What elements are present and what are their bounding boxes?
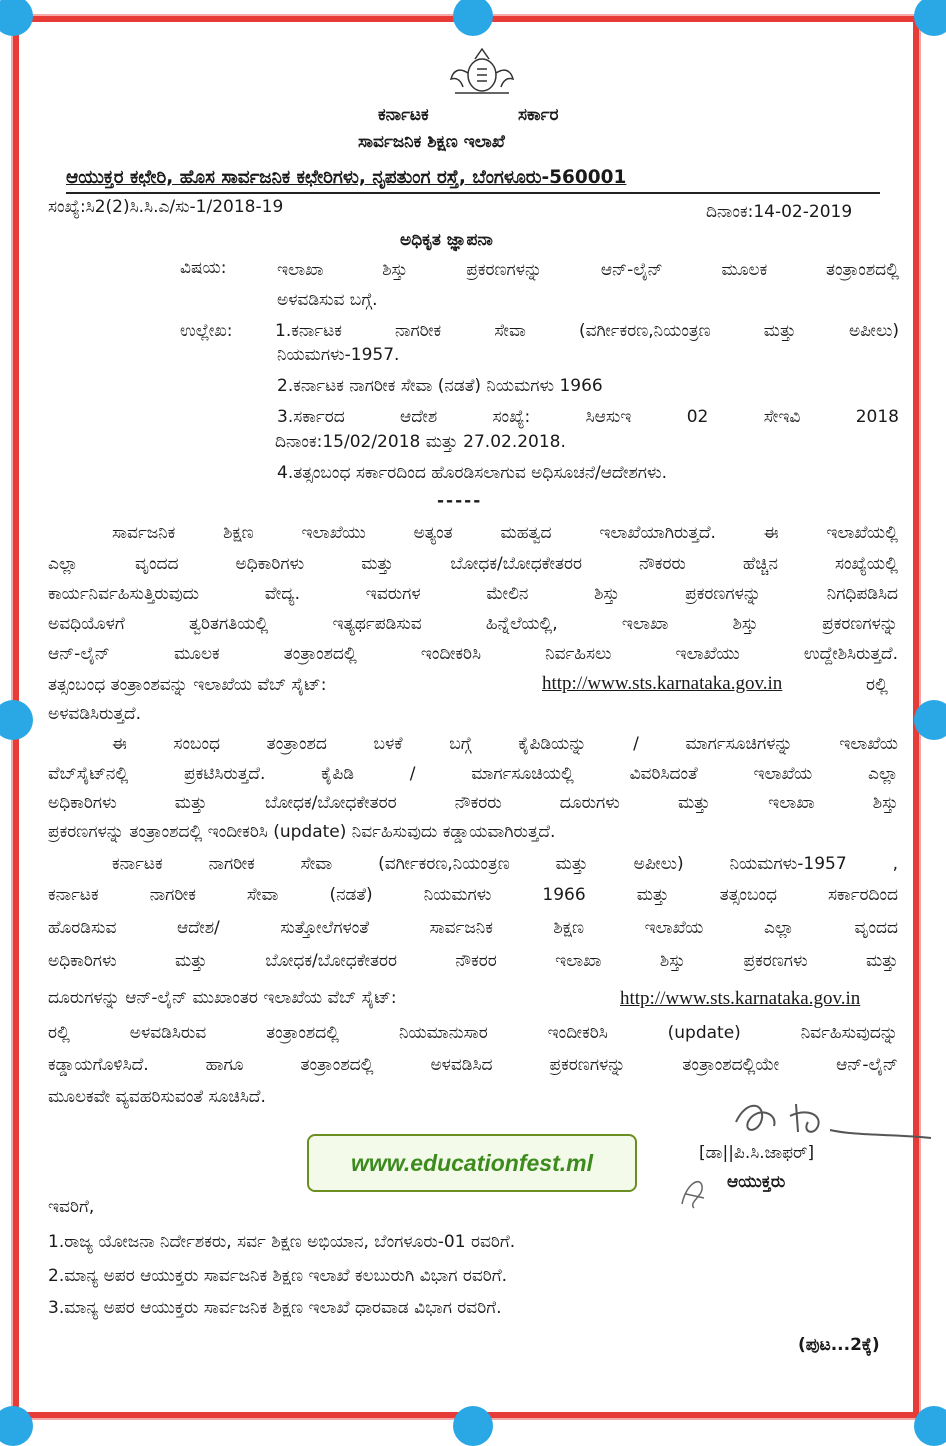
references-label: ಉಲ್ಲೇಖ: [180, 321, 233, 341]
subject-label: ವಿಷಯ: [180, 258, 227, 278]
sts-website-link-1[interactable]: http://www.sts.karnataka.gov.in [542, 673, 783, 694]
recipient-item-3: 3.ಮಾನ್ಯ ಅಪರ ಆಯುಕ್ತರು ಸಾರ್ವಜನಿಕ ಶಿಕ್ಷಣ ಇಲಾಖೆ ಧಾರವಾಡ ವಿಭಾಗ ರವರಿಗೆ. [48, 1298, 502, 1318]
recipient-item-2: 2.ಮಾನ್ಯ ಅಪರ ಆಯುಕ್ತರು ಸಾರ್ವಜನಿಕ ಶಿಕ್ಷಣ ಇಲಾಖೆ ಕಲಬುರುಗಿ ವಿಭಾಗ ರವರಿಗೆ. [48, 1266, 508, 1286]
reference-3-line-2: ದಿನಾಂಕ:15/02/2018 ಮತ್ತು 27.02.2018. [275, 432, 566, 452]
subject-line-1: ಇಲಾಖಾ ಶಿಸ್ತು ಪ್ರಕರಣಗಳನ್ನು ಆನ್-ಲೈನ್ ಮೂಲಕ ತಂತ್ರಾಂಶದಲ್ಲಿ [277, 260, 899, 280]
para1-line-7: ಅಳವಡಿಸಿರುತ್ತದೆ. [48, 704, 142, 724]
sts-website-link-2[interactable]: http://www.sts.karnataka.gov.in [620, 988, 861, 1009]
para3-line-3: ಹೊರಡಿಸುವ ಆದೇಶ/ ಸುತ್ತೋಲೆಗಳಂತೆ ಸಾರ್ವಜನಿಕ ಶಿಕ್ಷಣ ಇಲಾಖೆಯ ಎಲ್ಲಾ ವೃಂದದ [48, 918, 898, 938]
header-sarkara: ಸರ್ಕಾರ [518, 105, 559, 125]
watermark-link[interactable]: www.educationfest.ml [307, 1134, 637, 1192]
reference-1-line-1: 1.ಕರ್ನಾಟಕ ನಾಗರೀಕ ಸೇವಾ (ವರ್ಗೀಕರಣ,ನಿಯಂತ್ರಣ ಮತ್ತು ಅಪೀಲು) [275, 321, 899, 341]
initials-mark-icon [676, 1172, 710, 1212]
para2-line-2: ವೆಬ್‌ಸೈಟ್‌ನಲ್ಲಿ ಪ್ರಕಟಿಸಿರುತ್ತದೆ. ಕೈಪಿಡಿ / ಮಾರ್ಗಸೂಚಿಯಲ್ಲಿ ವಿವರಿಸಿದಂತೆ ಇಲಾಖೆಯ ಎಲ್ಲಾ [48, 764, 898, 784]
para3-line-4: ಅಧಿಕಾರಿಗಳು ಮತ್ತು ಬೋಧಕ/ಬೋಧಕೇತರರ ನೌಕರರ ಇಲಾಖಾ ಶಿಸ್ತು ಪ್ರಕರಣಗಳು ಮತ್ತು [48, 951, 898, 971]
reference-number: ಸಂಖ್ಯೆ:ಸಿ2(2)ಸಿ.ಸಿ.ಎ/ಸು-1/2018-19 [48, 197, 284, 217]
reference-3-line-1: 3.ಸರ್ಕಾರದ ಆದೇಶ ಸಂಖ್ಯೆ: ಸಿಆಸುಇ 02 ಸೇಇವಿ 2018 [277, 407, 899, 427]
header-karnataka: ಕರ್ನಾಟಕ [378, 105, 429, 125]
para3-line-5: ದೂರುಗಳನ್ನು ಆನ್-ಲೈನ್ ಮುಖಾಂತರ ಇಲಾಖೆಯ ವೆಬ್ ಸೈಟ್: [48, 988, 397, 1008]
recipient-item-1: 1.ರಾಜ್ಯ ಯೋಜನಾ ನಿರ್ದೇಶಕರು, ಸರ್ವ ಶಿಕ್ಷಣ ಅಭಿಯಾನ, ಬೆಂಗಳೂರು-01 ರವರಿಗೆ. [48, 1232, 516, 1252]
reference-1-line-2: ನಿಯಮಗಳು-1957. [277, 345, 400, 365]
government-emblem-icon [447, 45, 517, 97]
address-rule [66, 192, 880, 194]
document-title: ಅಧಿಕೃತ ಜ್ಞಾಪನಾ [400, 230, 493, 250]
para3-line-8: ಮೂಲಕವೇ ವ್ಯವಹರಿಸುವಂತೆ ಸೂಚಿಸಿದೆ. [48, 1087, 266, 1107]
office-address: ಆಯುಕ್ತರ ಕಛೇರಿ, ಹೊಸ ಸಾರ್ವಜನಿಕ ಕಛೇರಿಗಳು, ನೃಪತುಂಗ ರಸ್ತೆ, ಬೆಂಗಳೂರು-560001 [66, 167, 627, 188]
para1-line-3: ಕಾರ್ಯನಿರ್ವಹಿಸುತ್ತಿರುವುದು ವೇದ್ಯ. ಇವರುಗಳ ಮೇಲಿನ ಶಿಸ್ತು ಪ್ರಕರಣಗಳನ್ನು ನಿಗಧಿಪಡಿಸಿದ [48, 584, 898, 604]
para1-line-6-suffix: ರಲ್ಲಿ [866, 675, 888, 695]
para2-line-3: ಅಧಿಕಾರಿಗಳು ಮತ್ತು ಬೋಧಕ/ಬೋಧಕೇತರರ ನೌಕರರು ದೂರುಗಳು ಮತ್ತು ಇಲಾಖಾ ಶಿಸ್ತು [48, 793, 898, 813]
para3-line-6: ರಲ್ಲಿ ಅಳವಡಿಸಿರುವ ತಂತ್ರಾಂಶದಲ್ಲಿ ನಿಯಮಾನುಸಾರ ಇಂದೀಕರಿಸಿ (update) ನಿರ್ವಹಿಸುವುದನ್ನು [48, 1023, 898, 1043]
para1-line-2: ಎಲ್ಲಾ ವೃಂದದ ಅಧಿಕಾರಿಗಳು ಮತ್ತು ಬೋಧಕ/ಬೋಧಕೇತರರ ನೌಕರರು ಹೆಚ್ಚಿನ ಸಂಖ್ಯೆಯಲ್ಲಿ [48, 554, 898, 574]
para3-line-1: ಕರ್ನಾಟಕ ನಾಗರೀಕ ಸೇವಾ (ವರ್ಗೀಕರಣ,ನಿಯಂತ್ರಣ ಮತ್ತು ಅಪೀಲು) ನಿಯಮಗಳು-1957 , [112, 854, 898, 874]
section-divider: ----- [437, 491, 483, 511]
para3-line-2: ಕರ್ನಾಟಕ ನಾಗರೀಕ ಸೇವಾ (ನಡತೆ) ನಿಯಮಗಳು 1966 ಮತ್ತು ತತ್ಸಂಬಂಧ ಸರ್ಕಾರದಿಂದ [48, 885, 898, 905]
signatory-name: [ಡಾ||ಪಿ.ಸಿ.ಜಾಫರ್] [699, 1143, 815, 1163]
para2-line-1: ಈ ಸಂಬಂಧ ತಂತ್ರಾಂಶದ ಬಳಕೆ ಬಗ್ಗೆ ಕೈಪಿಡಿಯನ್ನು / ಮಾರ್ಗಸೂಚಿಗಳನ್ನು ಇಲಾಖೆಯ [112, 734, 898, 754]
reference-4: 4.ತತ್ಸಂಬಂಧ ಸರ್ಕಾರದಿಂದ ಹೊರಡಿಸಲಾಗುವ ಅಧಿಸೂಚನೆ/ಆದೇಶಗಳು. [277, 463, 668, 483]
page-continuation-note: (ಪುಟ...2ಕ್ಕೆ) [798, 1335, 880, 1355]
para1-line-5: ಆನ್-ಲೈನ್ ಮೂಲಕ ತಂತ್ರಾಂಶದಲ್ಲಿ ಇಂದೀಕರಿಸಿ ನಿರ್ವಹಿಸಲು ಇಲಾಖೆಯು ಉದ್ದೇಶಿಸಿರುತ್ತದೆ. [48, 644, 898, 664]
para3-line-7: ಕಡ್ಡಾಯಗೊಳಿಸಿದೆ. ಹಾಗೂ ತಂತ್ರಾಂಶದಲ್ಲಿ ಅಳವಡಿಸಿದ ಪ್ರಕರಣಗಳನ್ನು ತಂತ್ರಾಂಶದಲ್ಲಿಯೇ ಆನ್-ಲೈನ್ [48, 1055, 898, 1075]
department-name: ಸಾರ್ವಜನಿಕ ಶಿಕ್ಷಣ ಇಲಾಖೆ [358, 132, 505, 152]
recipients-heading: ಇವರಿಗೆ, [48, 1197, 95, 1217]
para1-line-1: ಸಾರ್ವಜನಿಕ ಶಿಕ್ಷಣ ಇಲಾಖೆಯು ಅತ್ಯಂತ ಮಹತ್ವದ ಇಲಾಖೆಯಾಗಿರುತ್ತದೆ. ಈ ಇಲಾಖೆಯಲ್ಲಿ [112, 523, 898, 543]
para2-line-4: ಪ್ರಕರಣಗಳನ್ನು ತಂತ್ರಾಂಶದಲ್ಲಿ ಇಂದೀಕರಿಸಿ (update) ನಿರ್ವಹಿಸುವುದು ಕಡ್ಡಾಯವಾಗಿರುತ್ತದೆ. [48, 822, 556, 842]
para1-line-6: ತತ್ಸಂಬಂಧ ತಂತ್ರಾಂಶವನ್ನು ಇಲಾಖೆಯ ವೆಬ್ ಸೈಟ್: [48, 675, 327, 695]
document-date: ದಿನಾಂಕ:14-02-2019 [706, 202, 853, 222]
reference-2: 2.ಕರ್ನಾಟಕ ನಾಗರೀಕ ಸೇವಾ (ನಡತೆ) ನಿಯಮಗಳು 1966 [277, 376, 603, 396]
para1-line-4: ಅವಧಿಯೊಳಗೆ ತ್ವರಿತಗತಿಯಲ್ಲಿ ಇತ್ಯರ್ಥಪಡಿಸುವ ಹಿನ್ನೆಲೆಯಲ್ಲಿ, ಇಲಾಖಾ ಶಿಸ್ತು ಪ್ರಕರಣಗಳನ್ನು [48, 614, 898, 634]
signatory-designation: ಆಯುಕ್ತರು [727, 1172, 786, 1192]
subject-line-2: ಅಳವಡಿಸುವ ಬಗ್ಗೆ. [277, 290, 378, 310]
